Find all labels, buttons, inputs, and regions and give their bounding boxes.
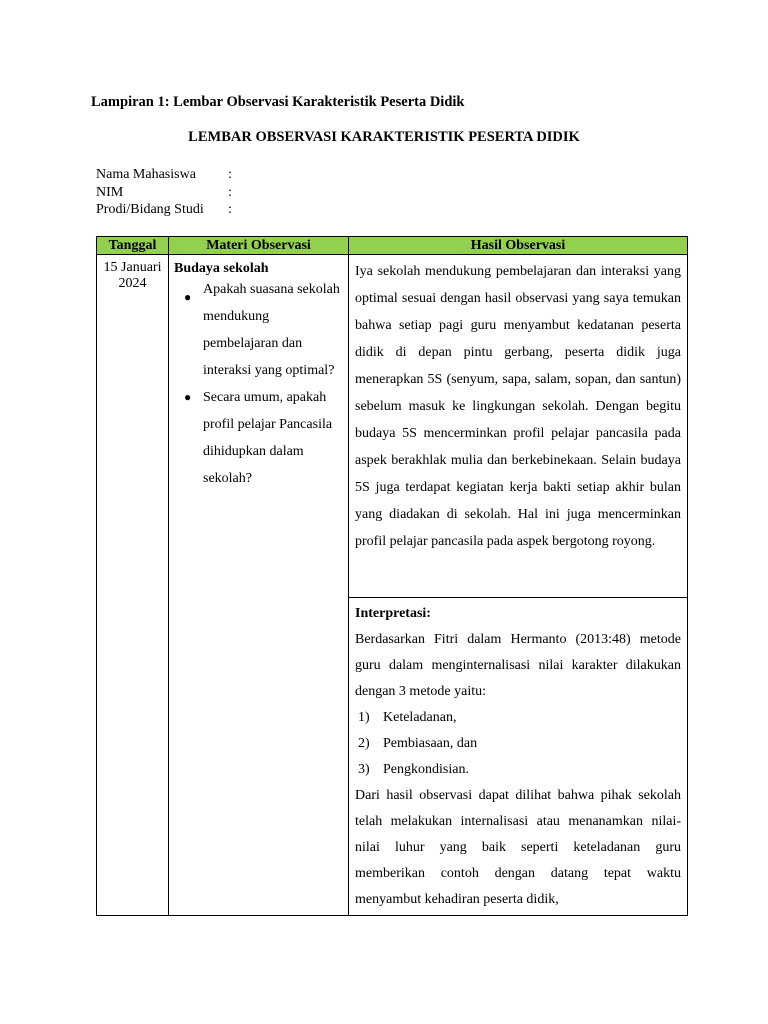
interpretation-cell <box>349 598 688 916</box>
page-title: LEMBAR OBSERVASI KARAKTERISTIK PESERTA DIDIK <box>188 129 580 145</box>
table-row <box>97 255 688 598</box>
list-number: 2) <box>358 736 370 751</box>
list-item <box>355 705 681 731</box>
list-item <box>355 757 681 783</box>
list-item <box>355 731 681 757</box>
identity-row-name <box>96 166 232 184</box>
materi-heading: Budaya sekolah <box>174 261 269 276</box>
table-header-row <box>97 237 688 255</box>
header-hasil: Hasil Observasi <box>349 237 688 255</box>
materi-question: Apakah suasana sekolah mendukung pembelajaran dan interaksi yang optimal? <box>203 282 340 378</box>
identity-label: Nama Mahasiswa <box>96 167 196 182</box>
identity-separator: : <box>228 202 232 217</box>
header-materi: Materi Observasi <box>169 237 349 255</box>
identity-label: NIM <box>96 184 124 200</box>
list-number: 3) <box>358 762 370 777</box>
identity-block <box>96 166 232 219</box>
method-text: Keteladanan, <box>383 710 457 725</box>
bullet-icon: ● <box>184 290 192 304</box>
date-year: 2024 <box>118 276 147 291</box>
materi-question: Secara umum, apakah profil pelajar Pancasila dihidupkan dalam sekolah? <box>203 390 333 486</box>
observation-table <box>96 236 688 916</box>
identity-row-nim <box>96 184 232 202</box>
list-item <box>174 384 344 492</box>
identity-separator: : <box>228 167 232 182</box>
interpretation-intro: Berdasarkan Fitri dalam Hermanto (2013:48) metode guru dalam menginternalisasi nilai karakter dilakukan dengan 3 metode yaitu: <box>355 632 681 699</box>
header-tanggal: Tanggal <box>97 237 169 255</box>
materi-cell <box>169 255 349 916</box>
list-item <box>174 284 344 384</box>
bullet-icon: ● <box>184 390 192 404</box>
method-text: Pembiasaan, dan <box>383 736 478 751</box>
method-list <box>355 705 681 783</box>
attachment-title: Lampiran 1: Lembar Observasi Karakteristik Peserta Didik <box>91 94 465 110</box>
identity-row-prodi <box>96 201 232 219</box>
list-number: 1) <box>358 710 370 725</box>
date-cell <box>97 255 169 916</box>
identity-separator: : <box>228 184 232 200</box>
hasil-cell: Iya sekolah mendukung pembelajaran dan interaksi yang optimal sesuai dengan hasil observasi yang saya temukan bahwa setiap pagi guru menyambut kedatanan peserta didik di depan pintu gerbang, peserta didik juga menerapkan 5S (senyum, sapa, salam, sopan, dan santun) sebelum masuk ke lingkungan sekolah. Dengan begitu budaya 5S mencerminkan profil pelajar pancasila pada aspek berakhlak mulia dan berkebinekaan. Selain budaya 5S juga terdapat kegiatan kerja bakti setiap akhir bulan yang diadakan di sekolah. Hal ini juga mencerminkan profil pelajar pancasila pada aspek bergotong royong. <box>349 255 688 598</box>
interpretation-heading: Interpretasi: <box>355 606 431 621</box>
method-text: Pengkondisian. <box>383 762 469 777</box>
materi-list <box>174 284 344 492</box>
interpretation-conclusion: Dari hasil observasi dapat dilihat bahwa pihak sekolah telah melakukan internalisasi atau menanamkan nilai-nilai luhur yang baik seperti keteladanan guru memberikan contoh dengan datang tepat waktu menyambut kehadiran peserta didik, <box>355 788 681 907</box>
identity-label: Prodi/Bidang Studi <box>96 202 204 217</box>
date-day-month: 15 Januari <box>103 260 162 275</box>
